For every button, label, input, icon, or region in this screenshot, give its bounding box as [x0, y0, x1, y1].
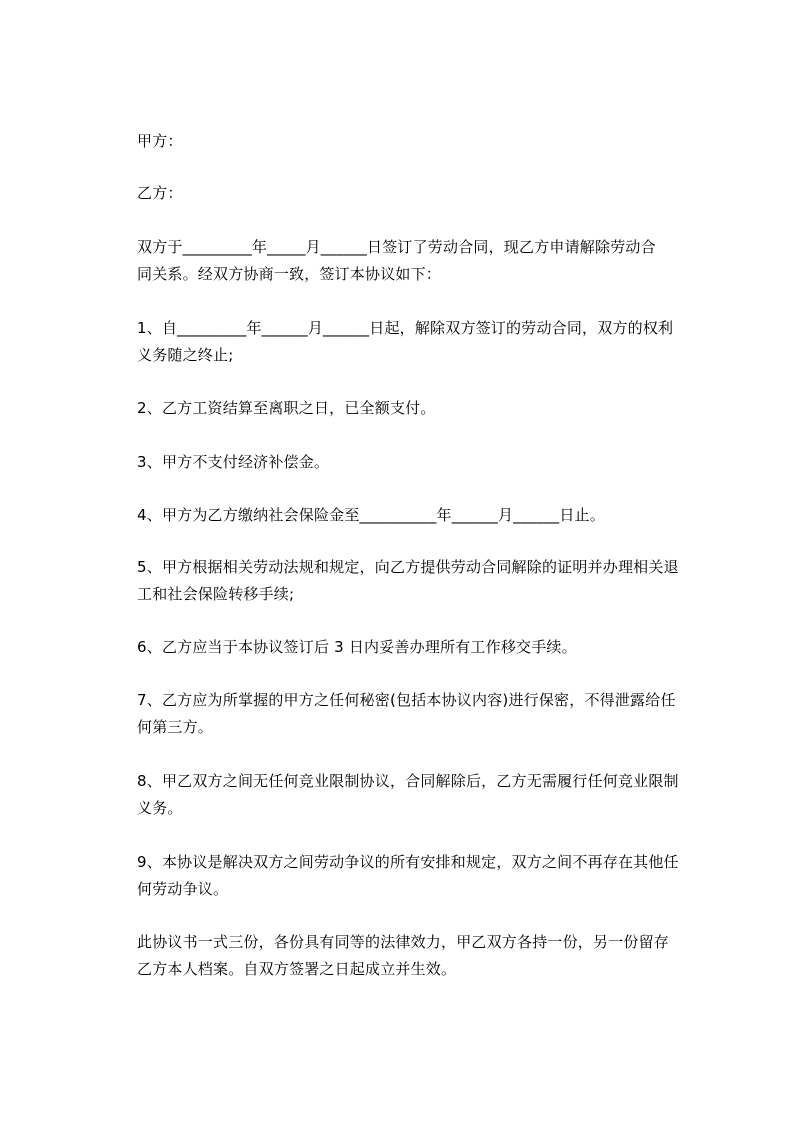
clause-8-line-1: 8、甲乙双方之间无任何竞业限制协议，合同解除后，乙方无需履行任何竞业限制: [137, 772, 679, 790]
intro-line-2: 同关系。经双方协商一致，签订本协议如下：: [137, 265, 442, 283]
clause-1-line-1: 1、自_________年______月______日起，解除双方签订的劳动合同，双方的权利: [137, 319, 674, 337]
clause-8-line-2: 义务。: [137, 799, 183, 817]
clause-7-line-2: 何第三方。: [137, 718, 214, 736]
clause-9-line-2: 何劳动争议。: [137, 880, 229, 898]
closing-line-1: 此协议书一式三份，各份具有同等的法律效力，甲乙双方各持一份，另一份留存: [137, 933, 670, 951]
clause-2: 2、乙方工资结算至离职之日，已全额支付。: [137, 399, 436, 417]
clause-3: 3、甲方不支付经济补偿金。: [137, 453, 330, 471]
clause-1-line-2: 义务随之终止;: [137, 346, 234, 364]
clause-4: 4、甲方为乙方缴纳社会保险金至__________年______月______日止。: [137, 506, 605, 524]
closing-line-2: 乙方本人档案。自双方签署之日起成立并生效。: [137, 960, 457, 978]
clause-5-line-2: 工和社会保险转移手续;: [137, 585, 295, 603]
intro-line-1: 双方于_________年_____月______日签订了劳动合同，现乙方申请解除劳动合: [137, 238, 656, 256]
clause-6: 6、乙方应当于本协议签订后 3 日内妥善办理所有工作移交手续。: [137, 638, 577, 656]
clause-9-line-1: 9、本协议是解决双方之间劳动争议的所有安排和规定，双方之间不再存在其他任: [137, 853, 679, 871]
clause-5-line-1: 5、甲方根据相关劳动法规和规定，向乙方提供劳动合同解除的证明并办理相关退: [137, 558, 679, 576]
party-b-label: 乙方：: [137, 184, 183, 202]
clause-7-line-1: 7、乙方应为所掌握的甲方之任何秘密(包括本协议内容)进行保密，不得泄露给任: [137, 691, 676, 709]
party-a-label: 甲方：: [137, 132, 183, 150]
